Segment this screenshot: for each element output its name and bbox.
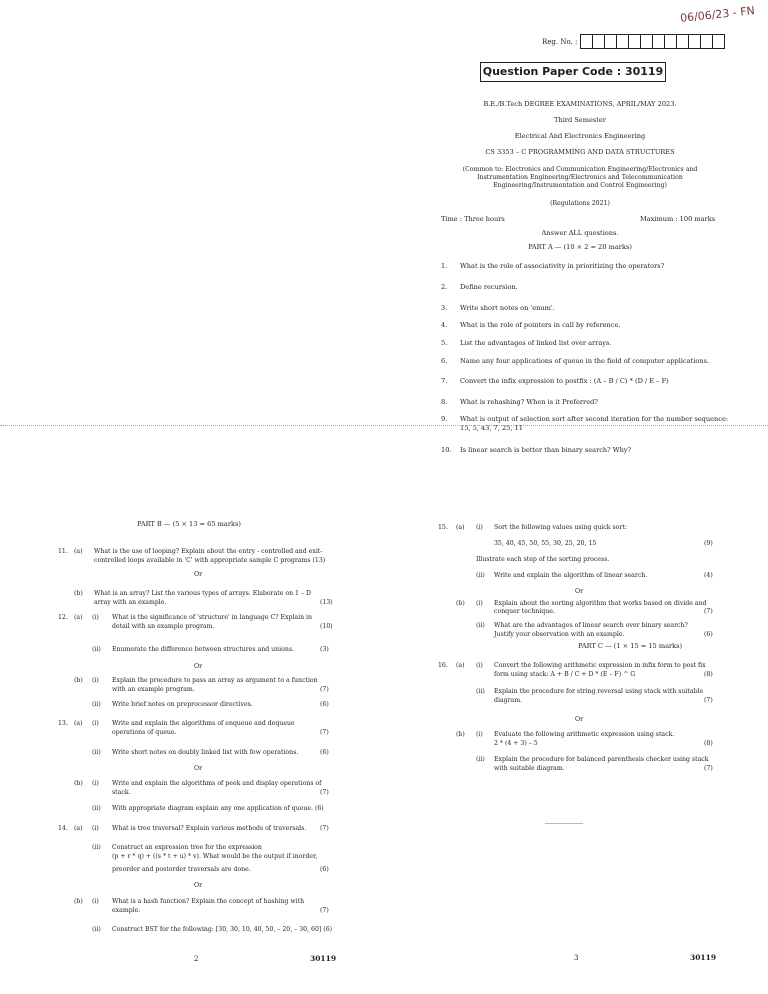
marks: (7) [704,697,713,704]
question-number: 7. [441,377,448,385]
question-text: Construct an expression tree for the expression [112,844,262,851]
regulations: (Regulations 2021) [550,200,610,207]
question-text: with an example program. [112,686,195,693]
question-number: 16. [438,662,448,669]
scan-fold-line [0,425,768,426]
marks: (8) [704,671,713,678]
question-part: (a) [74,614,83,621]
question-part: (b) [456,600,465,607]
question-text: Illustrate each step of the sorting process. [476,556,610,563]
question-text: Explain the procedure for string reversal using stack with suitable [494,688,704,695]
common-to-line-3: Engineering/Instrumentation and Control Engineering) [493,182,667,189]
question-part: (a) [456,524,465,531]
question-number: 14. [58,825,68,832]
question-text: operations of queue. [112,729,177,736]
question-number: 9. [441,415,448,423]
question-text: What is the role of pointers in call by reference. [460,321,621,329]
question-part: (a) [74,720,83,727]
marks: (9) [704,540,713,547]
marks: (6) [320,749,329,756]
question-text: 2 * (4 + 3) – 5 [494,740,538,747]
answer-all-instruction: Answer ALL questions. [541,229,619,237]
part-c-heading: PART C — (1 × 15 = 15 marks) [578,642,683,650]
time-label: Time : Three hours [441,215,505,223]
or-separator: Or [575,716,584,723]
question-text: What is output of selection sort after second iteration for the number sequence: [460,415,729,423]
question-text: Write brief notes on preprocessor directives. [112,701,253,708]
sub-part: (i) [476,731,483,738]
marks: (7) [320,825,329,832]
sub-part: (ii) [92,926,101,933]
marks: (7) [320,729,329,736]
question-text: Justify your observation with an example. [494,631,625,638]
sub-part: (i) [92,614,99,621]
question-number: 15. [438,524,448,531]
or-separator: Or [194,663,203,670]
question-text: Convert the following arithmetic expression in infix form to post fix [494,662,706,669]
question-part: (b) [456,731,465,738]
sub-part: (i) [92,780,99,787]
question-text: array with an example. [94,599,167,606]
marks: (13) [320,599,333,606]
question-text: With appropriate diagram explain any one application of queue. (6) [112,805,324,812]
question-text: Define recursion. [460,283,518,291]
sub-part: (i) [92,677,99,684]
marks: (10) [320,623,333,630]
question-number: 3. [441,304,448,312]
branch: Electrical And Electronics Engineering [514,132,646,140]
sub-part: (i) [476,600,483,607]
reg-number-label: Reg. No. : [542,37,578,46]
question-text: Convert the infix expression to postfix : (A – B / C) * (D / E – F) [460,377,669,385]
question-text: Write and explain the algorithms of peek and display operations of [112,780,322,787]
marks: (6) [320,866,329,873]
sub-part: (ii) [476,756,485,763]
common-to-line-2: Instrumentation Engineering/Electronics and Telecommunication [477,174,683,181]
sub-part: (ii) [92,844,101,851]
question-text: What is the significance of 'structure' in language C? Explain in [112,614,313,621]
part-b-heading: PART B — (5 × 13 = 65 marks) [137,520,241,528]
sub-part: (i) [476,662,483,669]
semester: Third Semester [554,116,606,124]
question-text: example. [112,907,141,914]
or-separator: Or [575,588,584,595]
question-text: Explain about the sorting algorithm that works based on divide and [494,600,707,607]
question-number: 10. [441,446,452,454]
question-part: (a) [74,548,83,555]
sub-part: (ii) [92,701,101,708]
question-text: List the advantages of linked list over arrays. [460,339,612,347]
question-part: (a) [456,662,465,669]
exam-title: B.E./B.Tech DEGREE EXAMINATIONS, APRIL/MAY 2023. [483,100,677,108]
question-text: Construct BST for the following: [30, 30, 10, 40, 50, – 20, – 30, 60] (6) [112,926,333,933]
sub-part: (ii) [476,622,485,629]
question-number: 11. [58,548,68,555]
page-code-2: 30119 [310,954,337,963]
common-to-line-1: (Common to: Electronics and Communication Engineering/Electronics and [462,166,698,173]
max-marks-label: Maximum : 100 marks [640,215,716,223]
sub-part: (i) [92,825,99,832]
question-number: 13. [58,720,68,727]
sub-part: (i) [92,720,99,727]
page-number-3: 3 [574,954,579,962]
question-text: Enumerate the difference between structures and unions. [112,646,294,653]
question-text: What is an array? List the various types of arrays. Elaborate on 1 – D [94,590,311,597]
question-text: What is the role of associativity in prioritizing the operators? [460,262,665,270]
question-text: stack. [112,789,131,796]
marks: (7) [320,907,329,914]
question-text: detail with an example program. [112,623,215,630]
sub-part: (i) [92,898,99,905]
part-a-heading: PART A — (10 × 2 = 20 marks) [528,243,632,251]
question-part: (b) [74,898,83,905]
question-part: (b) [74,590,83,597]
marks: (6) [320,701,329,708]
marks: (7) [704,608,713,615]
sub-part: (ii) [92,646,101,653]
marks: (7) [320,789,329,796]
question-text: What is tree traversal? Explain various methods of traversals. [112,825,307,832]
or-separator: Or [194,571,203,578]
question-text: What are the advantages of linear search over binary search? [494,622,688,629]
question-text: What is the use of looping? Explain about the entry - controlled and exit- [94,548,323,555]
handwritten-date-note: 06/06/23 - FN [679,4,756,25]
sub-part: (i) [476,524,483,531]
question-text: Write and explain the algorithm of linear search. [494,572,648,579]
question-text: Evaluate the following arithmetic expression using stack. [494,731,675,738]
question-text: (p + r * q) + ((s * t + u) * v). What would be the output if inorder, [112,853,318,860]
question-part: (b) [74,780,83,787]
question-number: 12. [58,614,68,621]
reg-number-field [542,34,725,49]
reg-number-boxes [581,34,725,49]
question-part: (b) [74,677,83,684]
question-text: Explain the procedure for balanced parenthesis checker using stack [494,756,709,763]
sub-part: (ii) [476,688,485,695]
marks: (3) [320,646,329,653]
marks: (7) [320,686,329,693]
sub-part: (ii) [92,805,101,812]
sub-part: (ii) [476,572,485,579]
marks: (4) [704,572,713,579]
or-separator: Or [194,765,203,772]
question-number: 4. [441,321,448,329]
question-part: (a) [74,825,83,832]
question-number: 2. [441,283,448,291]
question-text: Write short notes on doubly linked list with few operations. [112,749,299,756]
question-paper-code: Question Paper Code : 30119 [480,62,666,82]
marks: (7) [704,765,713,772]
reg-number-box[interactable] [712,34,725,49]
question-text: Write short notes on 'enum'. [460,304,555,312]
question-number: 5. [441,339,448,347]
sub-part: (ii) [92,749,101,756]
question-text: 15, 5, 43, 7, 25, 11 [460,424,523,432]
marks: (8) [704,740,713,747]
course-title: CS 3353 – C PROGRAMMING AND DATA STRUCTURES [485,148,675,156]
question-text: preorder and postorder traversals are done. [112,866,251,873]
question-text: diagram. [494,697,523,704]
question-text: Explain the procedure to pass an array as argument to a function [112,677,318,684]
question-text: controlled loops available in 'C' with appropriate sample C programs (13) [94,557,326,564]
page-code-3: 30119 [690,953,717,962]
question-text: with suitable diagram. [494,765,565,772]
question-text: Name any four applications of queue in the field of computer applications. [460,357,710,365]
end-rule [545,823,583,824]
question-number: 1. [441,262,448,270]
question-text: What is a hash function? Explain the concept of hashing with [112,898,305,905]
page-number-2: 2 [194,955,199,963]
question-text: Write and explain the algorithms of enqueue and dequeue [112,720,295,727]
question-text: conquer technique. [494,608,555,615]
question-number: 8. [441,398,448,406]
question-text: Sort the following values using quick sort: [494,524,627,531]
question-text: 35, 40, 45, 50, 55, 30, 25, 20, 15 [494,540,597,547]
question-text: What is rehashing? When is it Preferred? [460,398,598,406]
question-text: Is linear search is better than binary search? Why? [460,446,632,454]
marks: (6) [704,631,713,638]
or-separator: Or [194,882,203,889]
question-number: 6. [441,357,448,365]
question-text: form using stack: A + B / C + D * (E – F) ^ G [494,671,636,678]
